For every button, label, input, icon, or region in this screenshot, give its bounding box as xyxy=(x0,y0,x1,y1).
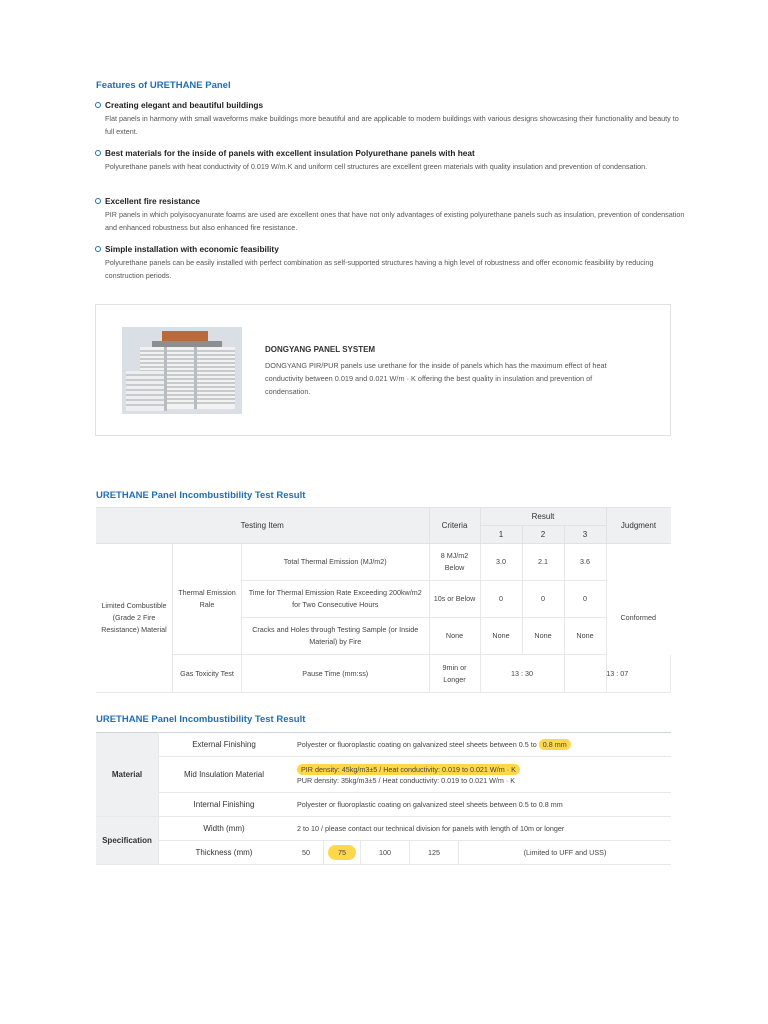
thickness-value-highlight: 75 xyxy=(328,845,356,860)
criteria-cell: None xyxy=(429,618,480,655)
item-cell: Pause Time (mm:ss) xyxy=(242,655,430,693)
feature-item xyxy=(95,100,685,138)
header-result-1: 1 xyxy=(480,526,522,544)
thickness-value: 125 xyxy=(410,841,459,865)
panel-image xyxy=(122,327,242,414)
table-row xyxy=(96,544,671,581)
header-judgment: Judgment xyxy=(606,508,671,544)
result-cell: 13 : 07 xyxy=(564,655,671,693)
mid-insulation-label: Mid Insulation Material xyxy=(159,757,290,793)
specification-header: Specification xyxy=(96,817,159,865)
table-row xyxy=(96,817,671,841)
table-row xyxy=(96,655,671,693)
thermal-cell: Thermal Emission Rale xyxy=(173,544,242,655)
material-header: Material xyxy=(96,733,159,817)
table-row xyxy=(96,733,671,757)
gas-cell: Gas Toxicity Test xyxy=(173,655,242,693)
spec-title: URETHANE Panel Incombustibility Test Result xyxy=(96,714,306,725)
result-cell: None xyxy=(480,618,522,655)
result-cell: 2.1 xyxy=(522,544,564,581)
result-cell: 13 : 30 xyxy=(480,655,564,693)
feature-text: Polyurethane panels can be easily installed with perfect combination as self-supported structures having a high level of robustness and offer economic feasibility by reducing construction periods. xyxy=(105,258,654,280)
test-result-table xyxy=(96,507,671,693)
spec-table xyxy=(96,732,671,865)
result-cell: 0 xyxy=(480,581,522,618)
thickness-value: 100 xyxy=(361,841,410,865)
table-row xyxy=(96,841,671,865)
int-finishing-label: Internal Finishing xyxy=(159,793,290,817)
feature-text: PIR panels in which polyisocyanurate foams are used are excellent ones that have not only advantages of existing polyurethane panels such as insulation, prevention of condensation and enhanced robustness but also enhanced fire resistance. xyxy=(105,210,685,232)
panel-system-title: DONGYANG PANEL SYSTEM xyxy=(265,345,376,354)
result-cell: 3.6 xyxy=(564,544,606,581)
features-title: Features of URETHANE Panel xyxy=(96,80,231,91)
circle-bullet-icon xyxy=(95,150,101,156)
feature-heading: Best materials for the inside of panels with excellent insulation Polyurethane panels with heat xyxy=(105,148,475,158)
criteria-cell: 10s or Below xyxy=(429,581,480,618)
header-result-3: 3 xyxy=(564,526,606,544)
table-row xyxy=(96,757,671,793)
circle-bullet-icon xyxy=(95,246,101,252)
criteria-cell: 8 MJ/m2 Below xyxy=(429,544,480,581)
panel-system-box xyxy=(95,304,671,436)
header-criteria: Criteria xyxy=(429,508,480,544)
thickness-label: Thickness (mm) xyxy=(159,841,290,865)
thickness-value: 50 xyxy=(289,841,324,865)
header-testing-item: Testing Item xyxy=(96,508,429,544)
result-cell: 0 xyxy=(564,581,606,618)
int-finishing-text: Polyester or fluoroplastic coating on galvanized steel sheets between 0.5 to 0.8 mm xyxy=(289,793,671,817)
item-cell: Cracks and Holes through Testing Sample (or Inside Material) by Fire xyxy=(242,618,430,655)
header-result: Result xyxy=(480,508,606,526)
highlight-thickness: 0.8 mm xyxy=(539,739,571,750)
circle-bullet-icon xyxy=(95,198,101,204)
width-text: 2 to 10 / please contact our technical division for panels with length of 10m or longer xyxy=(289,817,671,841)
item-cell: Time for Thermal Emission Rate Exceeding 200kw/m2 for Two Consecutive Hours xyxy=(242,581,430,618)
pur-density-text: PUR density: 35kg/m3±5 / Heat conductivity: 0.019 to 0.021 W/m · K xyxy=(297,775,516,785)
table-row xyxy=(96,793,671,817)
feature-heading: Excellent fire resistance xyxy=(105,196,201,206)
criteria-cell: 9min or Longer xyxy=(429,655,480,693)
circle-bullet-icon xyxy=(95,102,101,108)
feature-item xyxy=(95,196,685,234)
feature-item xyxy=(95,244,685,282)
feature-heading: Creating elegant and beautiful buildings xyxy=(105,100,264,110)
header-result-2: 2 xyxy=(522,526,564,544)
test-result-title: URETHANE Panel Incombustibility Test Result xyxy=(96,490,306,501)
feature-text: Flat panels in harmony with small waveforms make buildings more beautiful and are applicable to modern buildings with various designs showcasing their functionality and beauty to full extent. xyxy=(105,114,679,136)
panel-system-text: DONGYANG PIR/PUR panels use urethane for the inside of panels which has the maximum effect of heat conductivity between 0.019 and 0.021 W/m · K offering the best quality in insulation and prevention of condensation. xyxy=(265,361,607,396)
feature-item xyxy=(95,148,685,173)
result-cell: 0 xyxy=(522,581,564,618)
result-cell: 3.0 xyxy=(480,544,522,581)
judgment-cell: Conformed xyxy=(606,544,671,693)
ext-finishing-text: Polyester or fluoroplastic coating on galvanized steel sheets between 0.5 to xyxy=(297,740,537,749)
result-cell: None xyxy=(522,618,564,655)
thickness-note: (Limited to UFF and USS) xyxy=(459,841,672,865)
ext-finishing-label: External Finishing xyxy=(159,733,290,757)
width-label: Width (mm) xyxy=(159,817,290,841)
result-cell: None xyxy=(564,618,606,655)
feature-heading: Simple installation with economic feasibility xyxy=(105,244,279,254)
item-cell: Total Thermal Emission (MJ/m2) xyxy=(242,544,430,581)
material-cell: Limited Combustible (Grade 2 Fire Resistance) Material xyxy=(96,544,173,693)
feature-text: Polyurethane panels with heat conductivity of 0.019 W/m.K and uniform cell structures are excellent green materials with quality insulation and prevention of condensation. xyxy=(105,162,648,171)
pir-density-text: PIR density: 45kg/m3±5 / Heat conductivity: 0.019 to 0.021 W/m · K xyxy=(297,764,520,775)
